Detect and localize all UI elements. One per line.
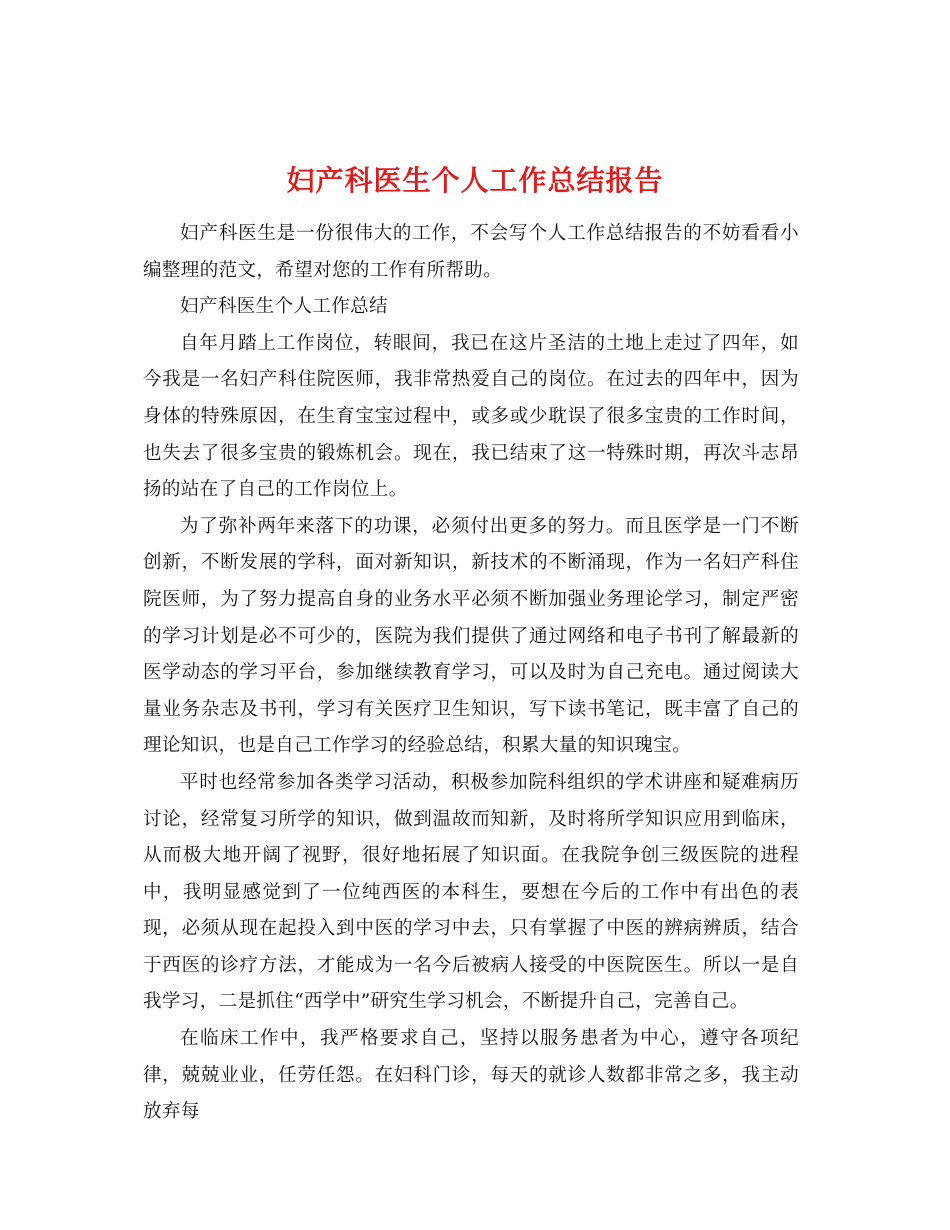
body-paragraph: 平时也经常参加各类学习活动，积极参加院科组织的学术讲座和疑难病历讨论，经常复习所学的知识，做到温故而知新，及时将所学知识应用到临床，从而极大地开阔了视野，很好地拓展了知识面。在我院争创三级医院的进程中，我明显感觉到了一位纯西医的本科生，要想在今后的工作中有出色的表现，必须从现在起投入到中医的学习中去，只有掌握了中医的辨病辨质，结合于西医的诊疗方法，才能成为一名今后被病人接受的中医院医生。所以一是自我学习，二是抓住“西学中”研究生学习机会，不断提升自己，完善自己。 [143, 771, 799, 1013]
document-body [143, 216, 799, 1131]
document-title: 妇产科医生个人工作总结报告 [286, 163, 664, 197]
body-paragraph: 自年月踏上工作岗位，转眼间，我已在这片圣洁的土地上走过了四年，如今我是一名妇产科住院医师，我非常热爱自己的岗位。在过去的四年中，因为身体的特殊原因，在生育宝宝过程中，或多或少耽误了很多宝贵的工作时间，也失去了很多宝贵的锻炼机会。现在，我已结束了这一特殊时期，再次斗志昂扬的站在了自己的工作岗位上。 [143, 332, 799, 501]
body-paragraph: 为了弥补两年来落下的功课，必须付出更多的努力。而且医学是一门不断创新，不断发展的学科，面对新知识，新技术的不断涌现，作为一名妇产科住院医师，为了努力提高自身的业务水平必须不断加强业务理论学习，制定严密的学习计划是必不可少的，医院为我们提供了通过网络和电子书刊了解最新的医学动态的学习平台，参加继续教育学习，可以及时为自己充电。通过阅读大量业务杂志及书刊，学习有关医疗卫生知识，写下读书笔记，既丰富了自己的理论知识，也是自己工作学习的经验总结，积累大量的知识瑰宝。 [143, 515, 799, 757]
body-paragraph: 在临床工作中，我严格要求自己，坚持以服务患者为中心，遵守各项纪律，兢兢业业，任劳任怨。在妇科门诊，每天的就诊人数都非常之多，我主动放弃每 [143, 1028, 799, 1123]
section-heading: 妇产科医生个人工作总结 [180, 296, 388, 318]
intro-paragraph: 妇产科医生是一份很伟大的工作，不会写个人工作总结报告的不妨看看小编整理的范文，希望对您的工作有所帮助。 [143, 223, 799, 281]
